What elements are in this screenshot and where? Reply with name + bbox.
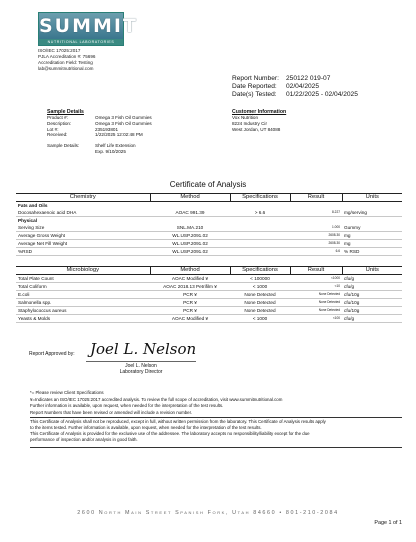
method: WL.USP.2091.02 [150, 232, 230, 240]
organism: Yeasts & Molds [16, 315, 150, 323]
micro-col-microbiology: Microbiology [16, 267, 150, 275]
received-label: Received: [47, 132, 68, 138]
micro-col-specifications: Specifications [230, 267, 290, 275]
group-label: Fats and Oils [18, 203, 48, 208]
micro-col-method: Method [150, 267, 230, 275]
result: <1000 [290, 275, 342, 283]
units: cfu/10g [342, 291, 402, 299]
specification [230, 240, 290, 248]
disclaimer-line: performance of inspection and/or analysis in good faith. [30, 437, 138, 443]
lab-accreditation-block [38, 48, 95, 72]
lab-iso: ISO/IEC 17025:2017 [38, 48, 81, 53]
disclaimer-line: to the items tested. Further information is available, upon request, when needed for the interpretation of the test results. [30, 425, 262, 431]
customer-name: Vox Nutrition [232, 115, 259, 120]
sample-details-title: Sample Details [47, 109, 84, 115]
result: 1.000 [290, 224, 342, 232]
chemistry-header-row [16, 194, 402, 202]
analyte: %RSD [16, 248, 150, 256]
lab-email[interactable]: lab@summitnutritional.com [38, 66, 94, 71]
specification: None Detected [230, 299, 290, 307]
date-reported-label: Date Reported: [232, 83, 277, 90]
units: cfu/10g [342, 307, 402, 315]
chem-col-result: Result [290, 194, 342, 202]
method: PCR ¥ [150, 307, 230, 315]
microbiology-header-row [16, 267, 402, 275]
analyte: Docosahexaenoic acid DHA [16, 209, 150, 217]
units: cfu/10g [342, 299, 402, 307]
logo-wordmark: SUMMIT [39, 15, 138, 37]
units: % RSD [342, 248, 402, 256]
microbiology-table [16, 266, 402, 323]
page-number: Page 1 of 1 [374, 520, 402, 526]
specification: < 1000 [230, 315, 290, 323]
result: 2608.30 [290, 240, 342, 248]
chem-col-specifications: Specifications [230, 194, 290, 202]
result: None Detected [290, 299, 342, 307]
table-row [16, 209, 402, 217]
method: PCR ¥ [150, 299, 230, 307]
result: <10 [290, 283, 342, 291]
disclaimer-line: This Certificate of Analysis is provided for the exclusive use of the addressee. The laboratory accepts no responsibility/liability except for the due [30, 431, 310, 437]
result: <100 [290, 315, 342, 323]
summit-logo [38, 12, 138, 46]
result: None Detected [290, 291, 342, 299]
group-label: Physical [18, 218, 38, 223]
units: cfu/g [342, 283, 402, 291]
signer-name: Joel L. Nelson [125, 363, 157, 369]
micro-col-units: Units [342, 267, 402, 275]
chem-col-chemistry: Chemistry [16, 194, 150, 202]
report-header [232, 75, 358, 99]
table-row [16, 240, 402, 248]
units: cfu/g [342, 275, 402, 283]
micro-col-result: Result [290, 267, 342, 275]
method: AOAC Modified ¥ [150, 315, 230, 323]
note-client-spec: *= Please review Client Specifications [30, 390, 104, 395]
specification: < 1000 [230, 283, 290, 291]
customer-info-title: Customer Information [232, 109, 287, 115]
divider [30, 417, 402, 418]
chemistry-table [16, 193, 402, 256]
table-row [16, 224, 402, 232]
sample-details-label: Sample Details: [47, 143, 80, 149]
organism: Total Coliform [16, 283, 150, 291]
table-row [16, 275, 402, 283]
disclaimer [30, 419, 402, 443]
specification [230, 232, 290, 240]
product-value: Omega 3 Fish Oil Gummies [95, 115, 152, 120]
signer-title: Laboratory Director [119, 369, 163, 375]
lot-value: 235193801 [95, 126, 118, 132]
method: PCR ¥ [150, 291, 230, 299]
method: SNL.MA.210 [150, 224, 230, 232]
signer-block [86, 363, 196, 375]
description-label: Description: [47, 120, 72, 126]
handwritten-signature: Joel L. Nelson [90, 340, 197, 358]
signature-line [86, 361, 196, 362]
units: mg/serving [342, 209, 402, 217]
table-row [16, 299, 402, 307]
description-value: Omega 3 Fish Oil Gummies [95, 120, 152, 126]
chem-col-units: Units [342, 194, 402, 202]
table-row [16, 283, 402, 291]
date-reported: 02/04/2025 [286, 83, 320, 90]
specification: > 6.6 [230, 209, 290, 217]
analyte: Average Net Fill Weight [16, 240, 150, 248]
organism: Staphylococcus aureus [16, 307, 150, 315]
table-row [16, 291, 402, 299]
specification: None Detected [230, 291, 290, 299]
logo-subtitle: NUTRITIONAL LABORATORIES [39, 39, 123, 45]
organism: Total Plate Count [16, 275, 150, 283]
result: 6.6 [290, 248, 342, 256]
method: AOAC 991.39 [150, 209, 230, 217]
units: mg [342, 240, 402, 248]
table-row [16, 232, 402, 240]
group-row-fats [16, 202, 402, 210]
coa-title: Certificate of Analysis [169, 180, 247, 189]
date-tested: 01/22/2025 - 02/04/2025 [286, 91, 358, 98]
customer-info [232, 109, 286, 132]
result: None Detected [290, 307, 342, 315]
approved-by-label: Report Approved by: [29, 351, 75, 357]
customer-address-1: 8224 Industry Cir [232, 120, 267, 126]
specification [230, 224, 290, 232]
sample-details [47, 109, 152, 155]
note-further-info: Further information is available, upon request, when needed for the interpretation of the test results. [30, 403, 224, 409]
lot-label: Lot #: [47, 126, 59, 132]
sample-details-value-2: Exp. 9/10/2025 [95, 148, 126, 154]
report-number: 250122 019-07 [286, 75, 331, 82]
note-revisions: Report Numbers that have been revised or amended will include a revision number. [30, 409, 193, 415]
disclaimer-line: This Certificate of Analysis shall not be reproduced, except in full, without written permission from the laboratory. This Certificate of Analysis results apply [30, 419, 326, 424]
group-row-physical [16, 217, 402, 225]
footer-address: 2600 North Main Street Spanish Fork, Utah 84660 • 801-210-2084 [77, 510, 339, 516]
method: AOAC Modified ¥ [150, 275, 230, 283]
organism: Salmonella spp. [16, 299, 150, 307]
specification [230, 248, 290, 256]
table-row [16, 248, 402, 256]
organism: E.coli [16, 291, 150, 299]
date-tested-label: Date(s) Tested: [232, 91, 277, 98]
customer-address-2: West Jordan, UT 84088 [232, 126, 281, 132]
notes [30, 390, 400, 416]
method: AOAC 2018.13 Petrifilm ¥ [150, 283, 230, 291]
received-value: 1/22/2025 12:02:48 PM [95, 132, 143, 138]
note-accreditation: ¥=Indicates an ISO/IEC 17025:2017 accredited analysis. To review the full scope of accreditation, visit www.summitnutritional.com [30, 396, 283, 402]
units: Gummy [342, 224, 402, 232]
units: mg [342, 232, 402, 240]
specification: None Detected [230, 307, 290, 315]
divider [30, 447, 402, 448]
analyte: Average Gross Weight [16, 232, 150, 240]
table-row [16, 307, 402, 315]
result: 8.227 [290, 209, 342, 217]
table-row [16, 315, 402, 323]
product-label: Product #: [47, 115, 68, 120]
lab-pjla: PJLA Accreditation #: 75696 [38, 54, 96, 59]
lab-field: Accreditation Field: Testing [38, 60, 93, 65]
specification: < 100000 [230, 275, 290, 283]
report-number-label: Report Number: [232, 75, 279, 82]
method: WL.USP.2091.02 [150, 248, 230, 256]
analyte: Serving Size [16, 224, 150, 232]
method: WL.USP.2091.02 [150, 240, 230, 248]
chem-col-method: Method [150, 194, 230, 202]
units: cfu/g [342, 315, 402, 323]
result: 2608.30 [290, 232, 342, 240]
sample-details-value-1: Shelf Life Extension [95, 143, 136, 149]
